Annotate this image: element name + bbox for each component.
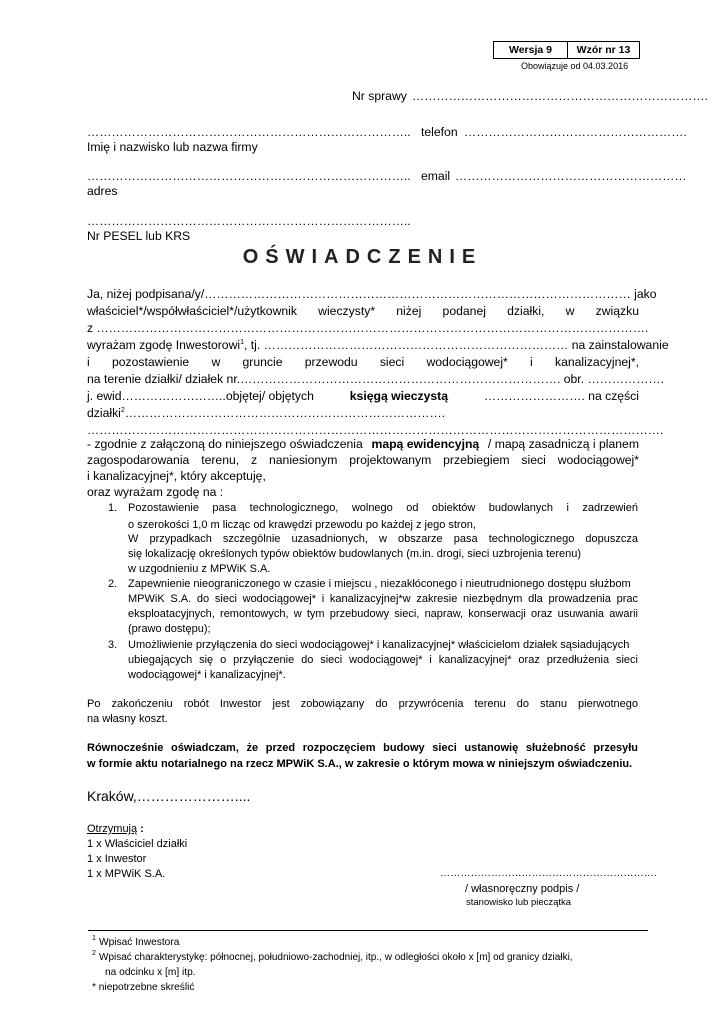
body-line-6: na terenie działki/ działek nr.……………………………………………………………………. obr. ………………. xyxy=(87,372,664,386)
investor-field: , tj. ………………………………………………………………… na zainstalowanie xyxy=(244,338,669,352)
version-label: Wersja 9 xyxy=(494,42,568,58)
body-line-8 xyxy=(87,405,445,421)
easement-paragraph-line-2: w formie aktu notarialnego na rzecz MPWiK S.A., w zakresie o którym mowa w niniejszym oświadczeniu. xyxy=(87,758,633,770)
document-title: OŚWIADCZENIE xyxy=(242,246,483,268)
recipient-item: 1 x MPWiK S.A. xyxy=(87,868,166,880)
restore-paragraph-line-1: Po zakończeniu robót Inwestor jest zobowiązany do przywrócenia terenu do stanu pierwotnego xyxy=(87,698,638,710)
place-date-field[interactable]: Kraków,………………….... xyxy=(87,788,251,804)
signature-field[interactable]: ………………………………………………………. xyxy=(440,868,657,879)
footnote-ref-1: 1 xyxy=(240,338,244,346)
body-line-3: z ………………………………………………………………………………………………………………………. xyxy=(87,321,649,335)
footnote-divider xyxy=(88,930,648,931)
list-item-3-line-3: wodociągowej* i kanalizacyjnej*. xyxy=(128,669,286,681)
attached-map-text: - zgodnie z załączoną do niniejszego oświadczenia xyxy=(87,437,363,451)
map-plan-text: / mapą zasadniczą i planem xyxy=(487,437,639,451)
case-number-label: Nr sprawy xyxy=(352,89,407,103)
body-line-11: zagospodarowania terenu, z naniesionym projektowanym przebiegiem sieci wodociągowej* xyxy=(87,453,639,467)
list-item-1-line-2: o szerokości 1,0 m licząc od krawędzi przewodu po każdej z jego stron, xyxy=(128,519,476,531)
list-item-3-line-2: ubiegających się o przyłączenie do sieci wodociągowej* i kanalizacyjnej* oraz przedłużenia sieci xyxy=(128,654,638,666)
case-number-field[interactable]: ………………………………………………………………. xyxy=(412,89,708,103)
consent-text: wyrażam zgodę Inwestorowi xyxy=(87,338,241,352)
plot-part-label: działki xyxy=(87,406,121,420)
body-line-1: Ja, niżej podpisana/y/…………………………………………………………………………………………… jako xyxy=(87,287,657,301)
footnote-asterisk: * niepotrzebne skreślić xyxy=(92,982,195,993)
recipient-item: 1 x Inwestor xyxy=(87,853,147,865)
recipient-item: 1 x Właściciel działki xyxy=(87,838,188,850)
list-item-2-line-3: eksploatacyjnych, remontowych, w tym przebudowy sieci, napraw, konserwacji oraz usuwania awarii xyxy=(128,608,638,620)
body-line-4 xyxy=(87,337,669,353)
footnote-1-number: 1 xyxy=(92,935,96,942)
restore-paragraph-line-2: na własny koszt. xyxy=(87,713,168,725)
recipients-heading xyxy=(87,822,144,837)
cadastral-map-bold: mapą ewidencyjną xyxy=(371,437,480,451)
valid-from: Obowiązuje od 04.03.2016 xyxy=(521,61,629,71)
list-number-2: 2. xyxy=(108,578,118,590)
recipients-colon: : xyxy=(137,823,144,835)
name-field[interactable]: …………………………………………………………………….. xyxy=(87,125,411,139)
body-line-5: i pozostawienie w gruncie przewodu sieci wodociągowej* i kanalizacyjnej*, xyxy=(87,355,639,369)
body-line-7 xyxy=(87,388,639,404)
land-register-field: ……………………. na części xyxy=(483,389,639,403)
easement-paragraph-line-1: Równocześnie oświadczam, że przed rozpoczęciem budowy sieci ustanowię służebność przesyłu xyxy=(87,742,638,754)
land-register-bold: księgą wieczystą xyxy=(349,389,449,403)
email-field[interactable]: ………………………………………………… xyxy=(455,169,687,183)
list-item-3-line-1: Umożliwienie przyłączenia do sieci wodociągowej* i kanalizacyjnej* właścicielom działek sąsiadujących xyxy=(128,639,630,651)
form-number: Wzór nr 13 xyxy=(576,44,631,56)
land-register-text: j. ewid……………………..objętej/ objętych xyxy=(87,389,314,403)
body-line-12: i kanalizacyjnej*, który akceptuję, xyxy=(87,469,266,483)
list-number-3: 3. xyxy=(108,639,118,651)
phone-field[interactable]: ………………………………………………. xyxy=(464,125,687,139)
address-field[interactable]: …………………………………………………………………….. xyxy=(87,169,411,183)
list-item-1-line-1: Pozostawienie pasa technologicznego, wolnego od obiektów budowlanych i zadrzewień xyxy=(128,502,638,514)
footnote-ref-2: 2 xyxy=(120,406,125,414)
name-label: Imię i nazwisko lub nazwa firmy xyxy=(87,140,258,154)
version-box xyxy=(493,41,640,59)
phone-label: telefon xyxy=(421,125,458,139)
plot-part-field: ……………………………………………………………………. xyxy=(124,406,446,420)
list-item-2-line-4: (prawo dostępu); xyxy=(128,623,211,635)
id-field[interactable]: …………………………………………………………………….. xyxy=(87,214,411,228)
footnote-2-line-1: Wpisać charakterystykę: północnej, południowo-zachodniej, itp., w odległości około x [m] od granicy działki, xyxy=(99,952,573,963)
recipients-label: Otrzymują xyxy=(87,823,138,835)
list-item-2-line-1: Zapewnienie nieograniczonego w czasie i miejscu , niezakłóconego i nieutrudnionego dostępu służbom xyxy=(128,578,631,590)
signature-sublabel: stanowisko lub pieczątka xyxy=(466,897,572,908)
body-line-10 xyxy=(87,436,639,452)
list-item-1-line-5: w uzgodnieniu z MPWiK S.A. xyxy=(128,563,271,575)
footnote-2-line-2: na odcinku x [m] itp. xyxy=(105,967,196,978)
footnote-1-text: Wpisać Inwestora xyxy=(99,937,180,948)
body-line-13: oraz wyrażam zgodę na : xyxy=(87,485,224,499)
body-line-9: ……………………………………………………………………………………………………………………………. xyxy=(87,423,664,437)
address-label: adres xyxy=(87,184,118,198)
list-item-1-line-3: W przypadkach szczególnie uzasadnionych, w obszarze pasa technologicznego dopuszcza xyxy=(128,533,638,545)
list-item-1-line-4: się lokalizację określonych typów obiektów budowlanych (m.in. drogi, sieci uzbrojenia terenu) xyxy=(128,548,582,560)
footnote-2-number: 2 xyxy=(92,950,96,957)
id-label: Nr PESEL lub KRS xyxy=(87,229,191,243)
body-line-2: właściciel*/współwłaściciel*/użytkownik wieczysty* niżej podanej działki, w związku xyxy=(87,304,639,318)
email-label: email xyxy=(421,169,451,183)
list-item-2-line-2: MPWiK S.A. do sieci wodociągowej* i kanalizacyjnej*w zakresie niezbędnym dla prowadzenia prac xyxy=(128,593,638,605)
signature-label: / własnoręczny podpis / xyxy=(465,883,580,895)
list-number-1: 1. xyxy=(108,502,118,514)
